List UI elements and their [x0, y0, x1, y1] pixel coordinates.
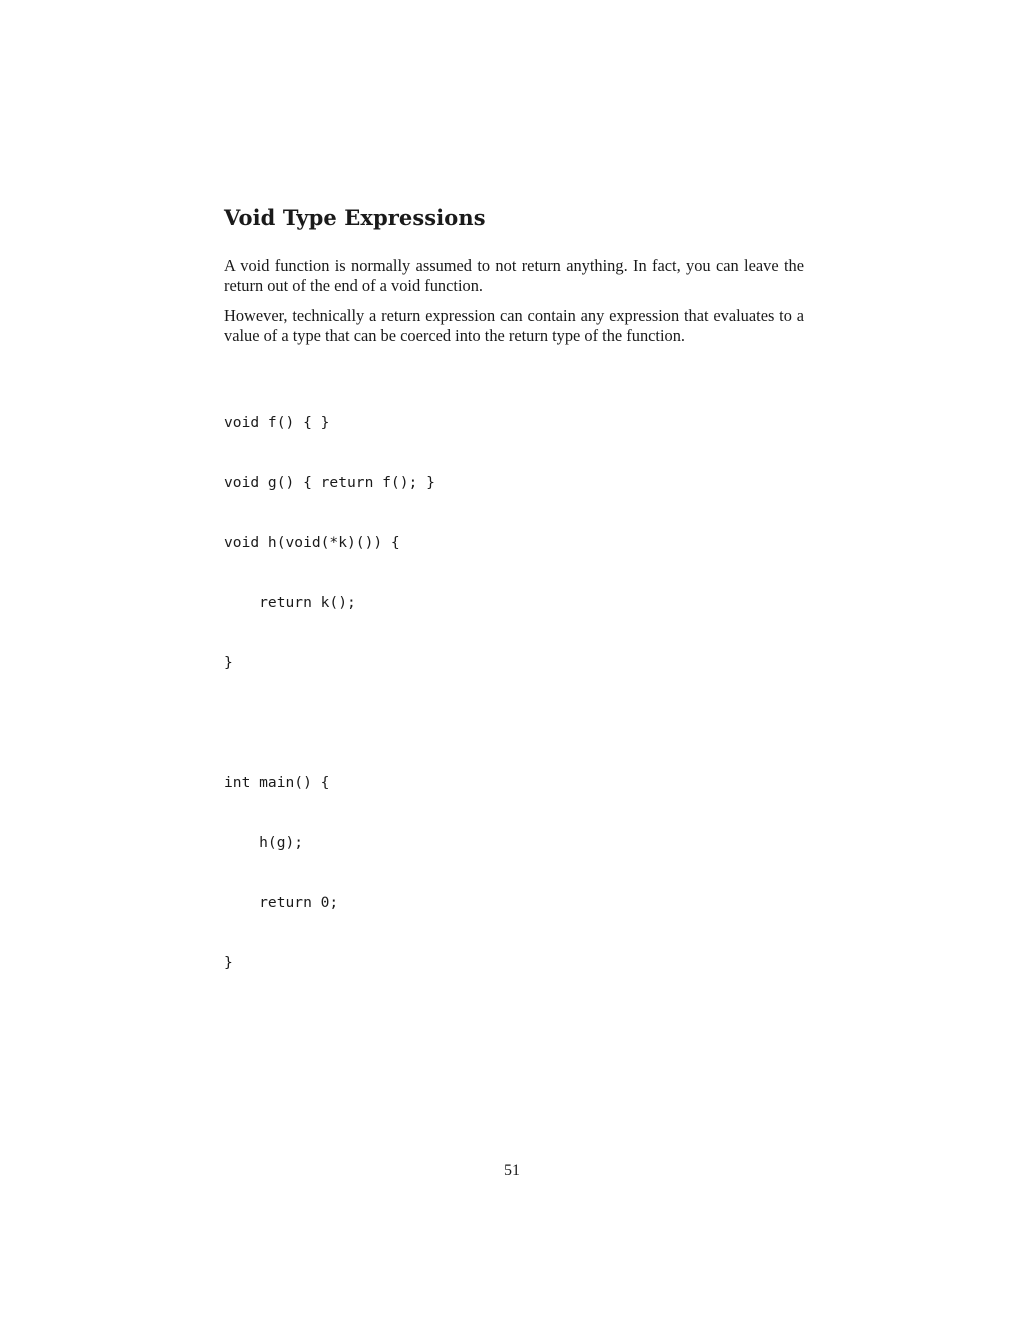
- code-line: h(g);: [224, 834, 304, 851]
- code-line: void f() { }: [224, 414, 330, 431]
- code-line: void h(void(*k)()) {: [224, 534, 400, 551]
- code-line: return k();: [224, 594, 356, 611]
- code-line: int main() {: [224, 774, 330, 791]
- code-line: }: [224, 654, 233, 671]
- page-content: [224, 203, 804, 1013]
- code-listing: [224, 373, 804, 1013]
- paragraph-void-intro: A void function is normally assumed to not return anything. In fact, you can leave the return out of the end of a void function.: [224, 256, 804, 295]
- code-line: return 0;: [224, 894, 339, 911]
- code-line: [224, 713, 804, 733]
- paragraph-return-expression: However, technically a return expression can contain any expression that evaluates to a value of a type that can be coerced into the return type of the function.: [224, 306, 804, 345]
- page-number: 51: [504, 1162, 520, 1179]
- code-line: }: [224, 954, 233, 971]
- code-line: void g() { return f(); }: [224, 474, 435, 491]
- section-title: Void Type Expressions: [224, 205, 486, 230]
